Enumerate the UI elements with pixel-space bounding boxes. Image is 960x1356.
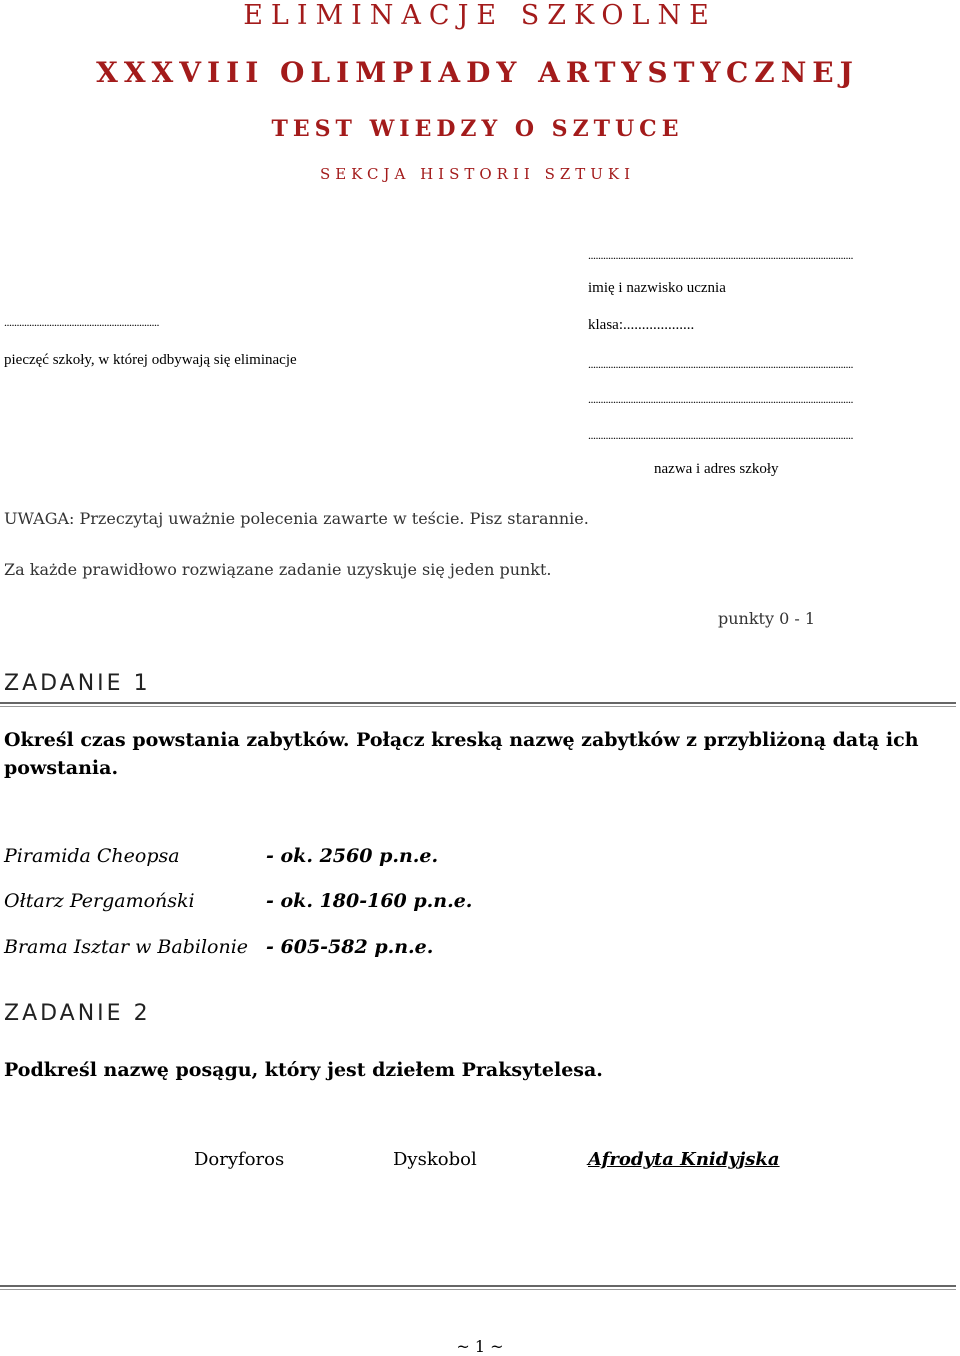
school-address-field-1[interactable]: .......................................................................................................... <box>588 357 853 371</box>
points-label: punkty 0 - 1 <box>718 609 816 628</box>
school-stamp-label: pieczęć szkoły, w której odbywają się eliminacje <box>4 352 297 368</box>
monument-2[interactable]: Ołtarz Pergamoński <box>4 890 195 912</box>
instruction-line-1: UWAGA: Przeczytaj uważnie polecenia zawarte w teście. Pisz starannie. <box>4 509 589 528</box>
title-eliminacje: ELIMINACJE SZKOLNE <box>243 0 717 31</box>
option-afrodyta-knidyjska[interactable]: Afrodyta Knidyjska <box>588 1149 780 1170</box>
monument-1[interactable]: Piramida Cheopsa <box>4 845 180 867</box>
instruction-line-2: Za każde prawidłowo rozwiązane zadanie uzyskuje się jeden punkt. <box>4 560 552 579</box>
title-sekcja: SEKCJA HISTORII SZTUKI <box>319 165 636 183</box>
date-3[interactable]: - 605-582 p.n.e. <box>266 936 434 958</box>
option-doryforos[interactable]: Doryforos <box>194 1149 285 1170</box>
task1-instruction: Określ czas powstania zabytków. Połącz kreską nazwę zabytków z przybliżoną datą ich powstania. <box>4 729 919 779</box>
title-test: TEST WIEDZY O SZTUCE <box>271 116 684 142</box>
task2-heading: ZADANIE 2 <box>4 1001 151 1026</box>
school-address-label: nazwa i adres szkoły <box>654 461 779 477</box>
footer-divider <box>0 1285 956 1290</box>
date-1[interactable]: - ok. 2560 p.n.e. <box>266 845 439 867</box>
student-name-field[interactable]: .......................................................................................................... <box>588 248 853 262</box>
option-dyskobol[interactable]: Dyskobol <box>393 1149 477 1170</box>
task1-divider <box>0 702 956 707</box>
school-address-field-3[interactable]: .......................................................................................................... <box>588 428 853 442</box>
title-olimpiada: XXXVIII OLIMPIADY ARTYSTYCZNEJ <box>96 56 859 89</box>
task1-heading: ZADANIE 1 <box>4 671 151 696</box>
class-field[interactable]: klasa:................... <box>588 317 695 333</box>
date-2[interactable]: - ok. 180-160 p.n.e. <box>266 890 473 912</box>
student-name-label: imię i nazwisko ucznia <box>588 280 726 296</box>
task2-instruction: Podkreśl nazwę posągu, który jest dziełem Praksytelesa. <box>4 1059 603 1081</box>
school-stamp-field[interactable]: .............................................................. <box>4 315 159 329</box>
page-number: ~ 1 ~ <box>456 1337 504 1356</box>
monument-3[interactable]: Brama Isztar w Babilonie <box>4 936 249 958</box>
school-address-field-2[interactable]: .......................................................................................................... <box>588 392 853 406</box>
